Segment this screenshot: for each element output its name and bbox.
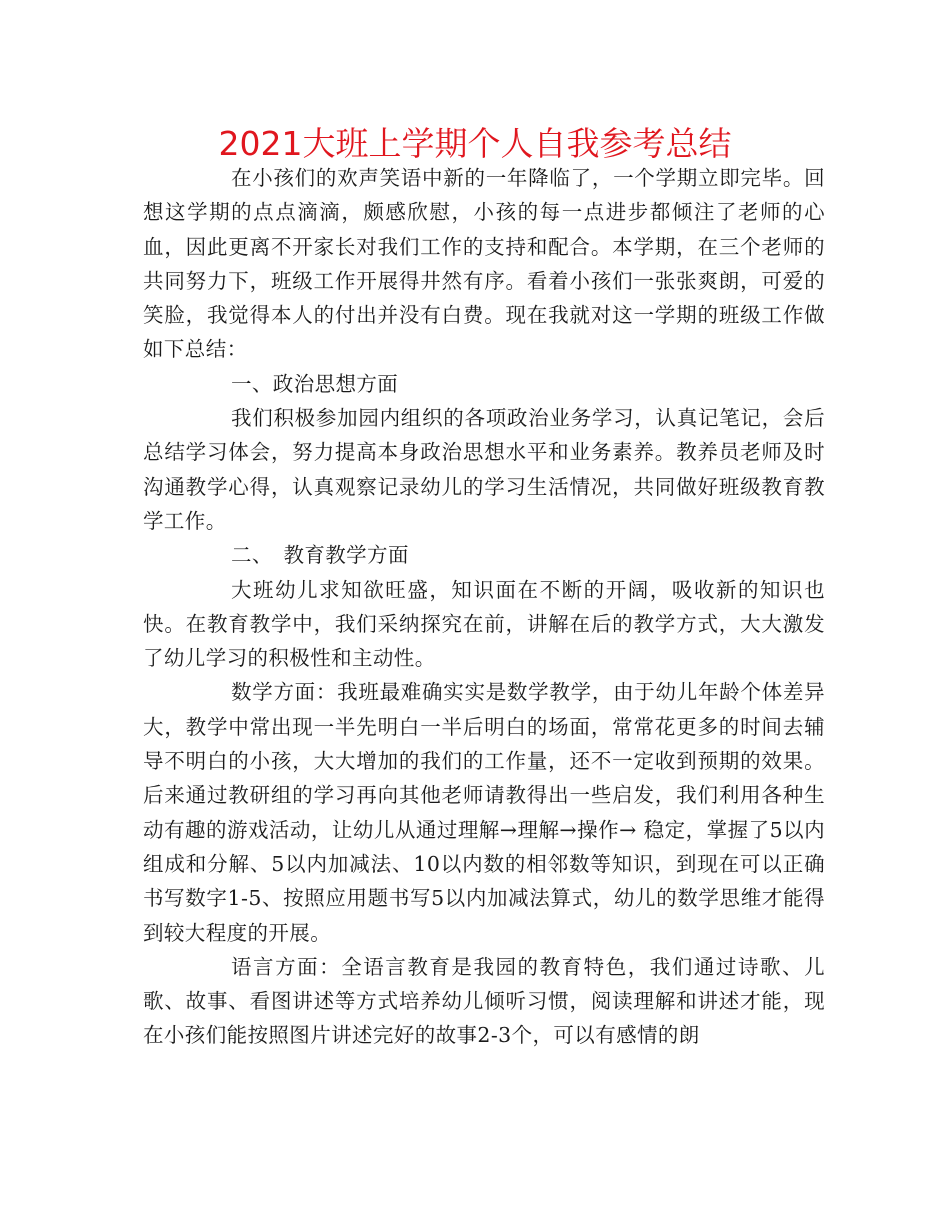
document-body: [143, 161, 825, 1053]
politics-paragraph: 我们积极参加园内组织的各项政治业务学习，认真记笔记，会后总结学习体会，努力提高本身政治思想水平和业务素养。教养员老师及时沟通教学心得，认真观察记录幼儿的学习生活情况，共同做好班级教育教学工作。: [143, 406, 825, 533]
language-paragraph: 语言方面：全语言教育是我园的教育特色，我们通过诗歌、儿歌、故事、看图讲述等方式培养幼儿倾听习惯，阅读理解和讲述才能，现在小孩们能按照图片讲述完好的故事2-3个，可以有感情的朗: [143, 954, 825, 1048]
math-paragraph: 数学方面：我班最难确实实是数学教学，由于幼儿年龄个体差异大，教学中常出现一半先明白一半后明白的场面，常常花更多的时间去辅导不明白的小孩，大大增加的我们的工作量，还不一定收到预期的效果。后来通过教研组的学习再向其他老师请教得出一些启发，我们利用各种生动有趣的游戏活动，让幼儿从通过理解→理解→操作→ 稳定，掌握了5以内组成和分解、5以内加减法、10以内数的相邻数等知识，到现在可以正确书写数字1-5、按照应用题书写5以内加减法算式，幼儿的数学思维才能得到较大程度的开展。: [143, 680, 825, 945]
section-heading-politics: 一、政治思想方面: [231, 371, 399, 396]
teaching-paragraph: 大班幼儿求知欲旺盛，知识面在不断的开阔，吸收新的知识也快。在教育教学中，我们采纳探究在前，讲解在后的教学方式，大大激发了幼儿学习的积极性和主动性。: [143, 577, 825, 671]
section-heading-teaching: 二、 教育教学方面: [231, 543, 409, 568]
intro-paragraph: 在小孩们的欢声笑语中新的一年降临了，一个学期立即完毕。回想这学期的点点滴滴，颇感欣慰，小孩的每一点进步都倾注了老师的心血，因此更离不开家长对我们工作的支持和配合。本学期，在三个老师的共同努力下，班级工作开展得井然有序。看着小孩们一张张爽朗，可爱的笑脸，我觉得本人的付出并没有白费。现在我就对这一学期的班级工作做如下总结：: [143, 166, 825, 362]
document-title: 2021大班上学期个人自我参考总结: [218, 124, 732, 163]
